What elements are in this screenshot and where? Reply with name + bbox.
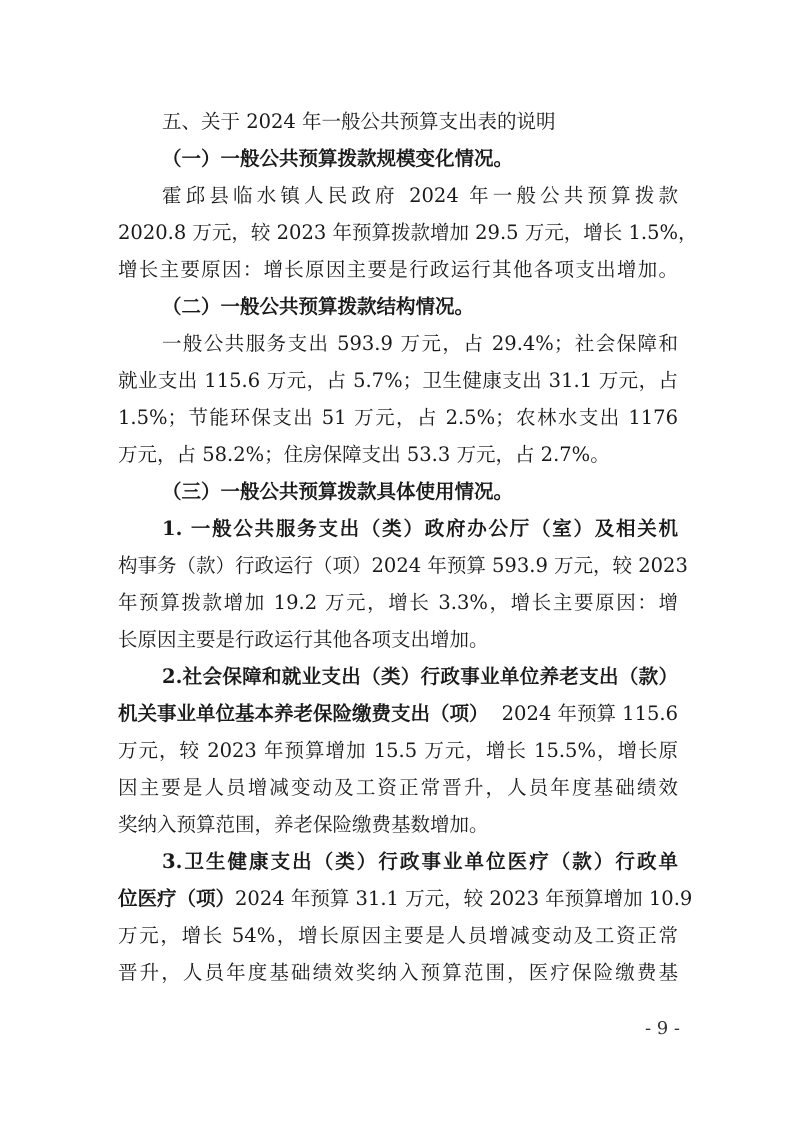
- paragraph-2-line-3: 1.5%；节能环保支出 51 万元，占 2.5%；农林水支出 1176: [118, 406, 678, 429]
- subheading-3: （三）一般公共预算拨款具体使用情况。: [162, 480, 514, 503]
- item-3-line-2: [118, 885, 693, 913]
- item-2-line-2-regular: 2024 年预算 115.6: [501, 702, 678, 725]
- item-1-line-3: 年预算拨款增加 19.2 万元，增长 3.3%，增长主要原因：增: [118, 591, 678, 614]
- page-number: - 9 -: [644, 1018, 680, 1039]
- item-2-line-3: 万元，较 2023 年预算增加 15.5 万元，增长 15.5%，增长原: [118, 739, 678, 762]
- paragraph-2-line-1: 一般公共服务支出 593.9 万元，占 29.4%；社会保障和: [162, 332, 678, 355]
- item-2-line-4: 因主要是人员增减变动及工资正常晋升，人员年度基础绩效: [118, 776, 678, 799]
- item-2-line-2-bold: 机关事业单位基本养老保险缴费支出（项）: [118, 702, 489, 725]
- paragraph-1-line-1: 霍邱县临水镇人民政府 2024 年一般公共预算拨款: [162, 184, 678, 207]
- paragraph-2-line-2: 就业支出 115.6 万元，占 5.7%；卫生健康支出 31.1 万元，占: [118, 369, 678, 392]
- subheading-2: （二）一般公共预算拨款结构情况。: [162, 295, 475, 318]
- item-3-line-2-regular: 2024 年预算 31.1 万元，较 2023 年预算增加 10.9: [235, 887, 693, 910]
- paragraph-1-line-3: 增长主要原因：增长原因主要是行政运行其他各项支出增加。: [118, 258, 678, 281]
- item-1-line-1: 1. 一般公共服务支出（类）政府办公厅（室）及相关机: [162, 517, 678, 540]
- paragraph-2-line-4: 万元，占 58.2%；住房保障支出 53.3 万元，占 2.7%。: [118, 443, 610, 466]
- item-1-line-4: 长原因主要是行政运行其他各项支出增加。: [118, 628, 489, 651]
- subheading-1: （一）一般公共预算拨款规模变化情况。: [162, 147, 514, 170]
- item-1-line-2: 构事务（款）行政运行（项）2024 年预算 593.9 万元，较 2023: [118, 554, 688, 577]
- item-2-line-2: [118, 700, 678, 728]
- item-3-line-4: 晋升，人员年度基础绩效奖纳入预算范围，医疗保险缴费基: [118, 961, 678, 984]
- item-3-line-1: 3.卫生健康支出（类）行政事业单位医疗（款）行政单: [162, 850, 678, 873]
- section-heading: 五、关于 2024 年一般公共预算支出表的说明: [162, 110, 556, 133]
- item-3-line-3: 万元，增长 54%，增长原因主要是人员增减变动及工资正常: [118, 924, 678, 947]
- item-3-line-2-bold: 位医疗（项）: [118, 887, 236, 910]
- item-2-line-5: 奖纳入预算范围，养老保险缴费基数增加。: [118, 813, 489, 836]
- paragraph-1-line-2: 2020.8 万元，较 2023 年预算拨款增加 29.5 万元，增长 1.5%，: [118, 221, 698, 244]
- item-2-line-1: 2.社会保障和就业支出（类）行政事业单位养老支出（款）: [162, 665, 678, 688]
